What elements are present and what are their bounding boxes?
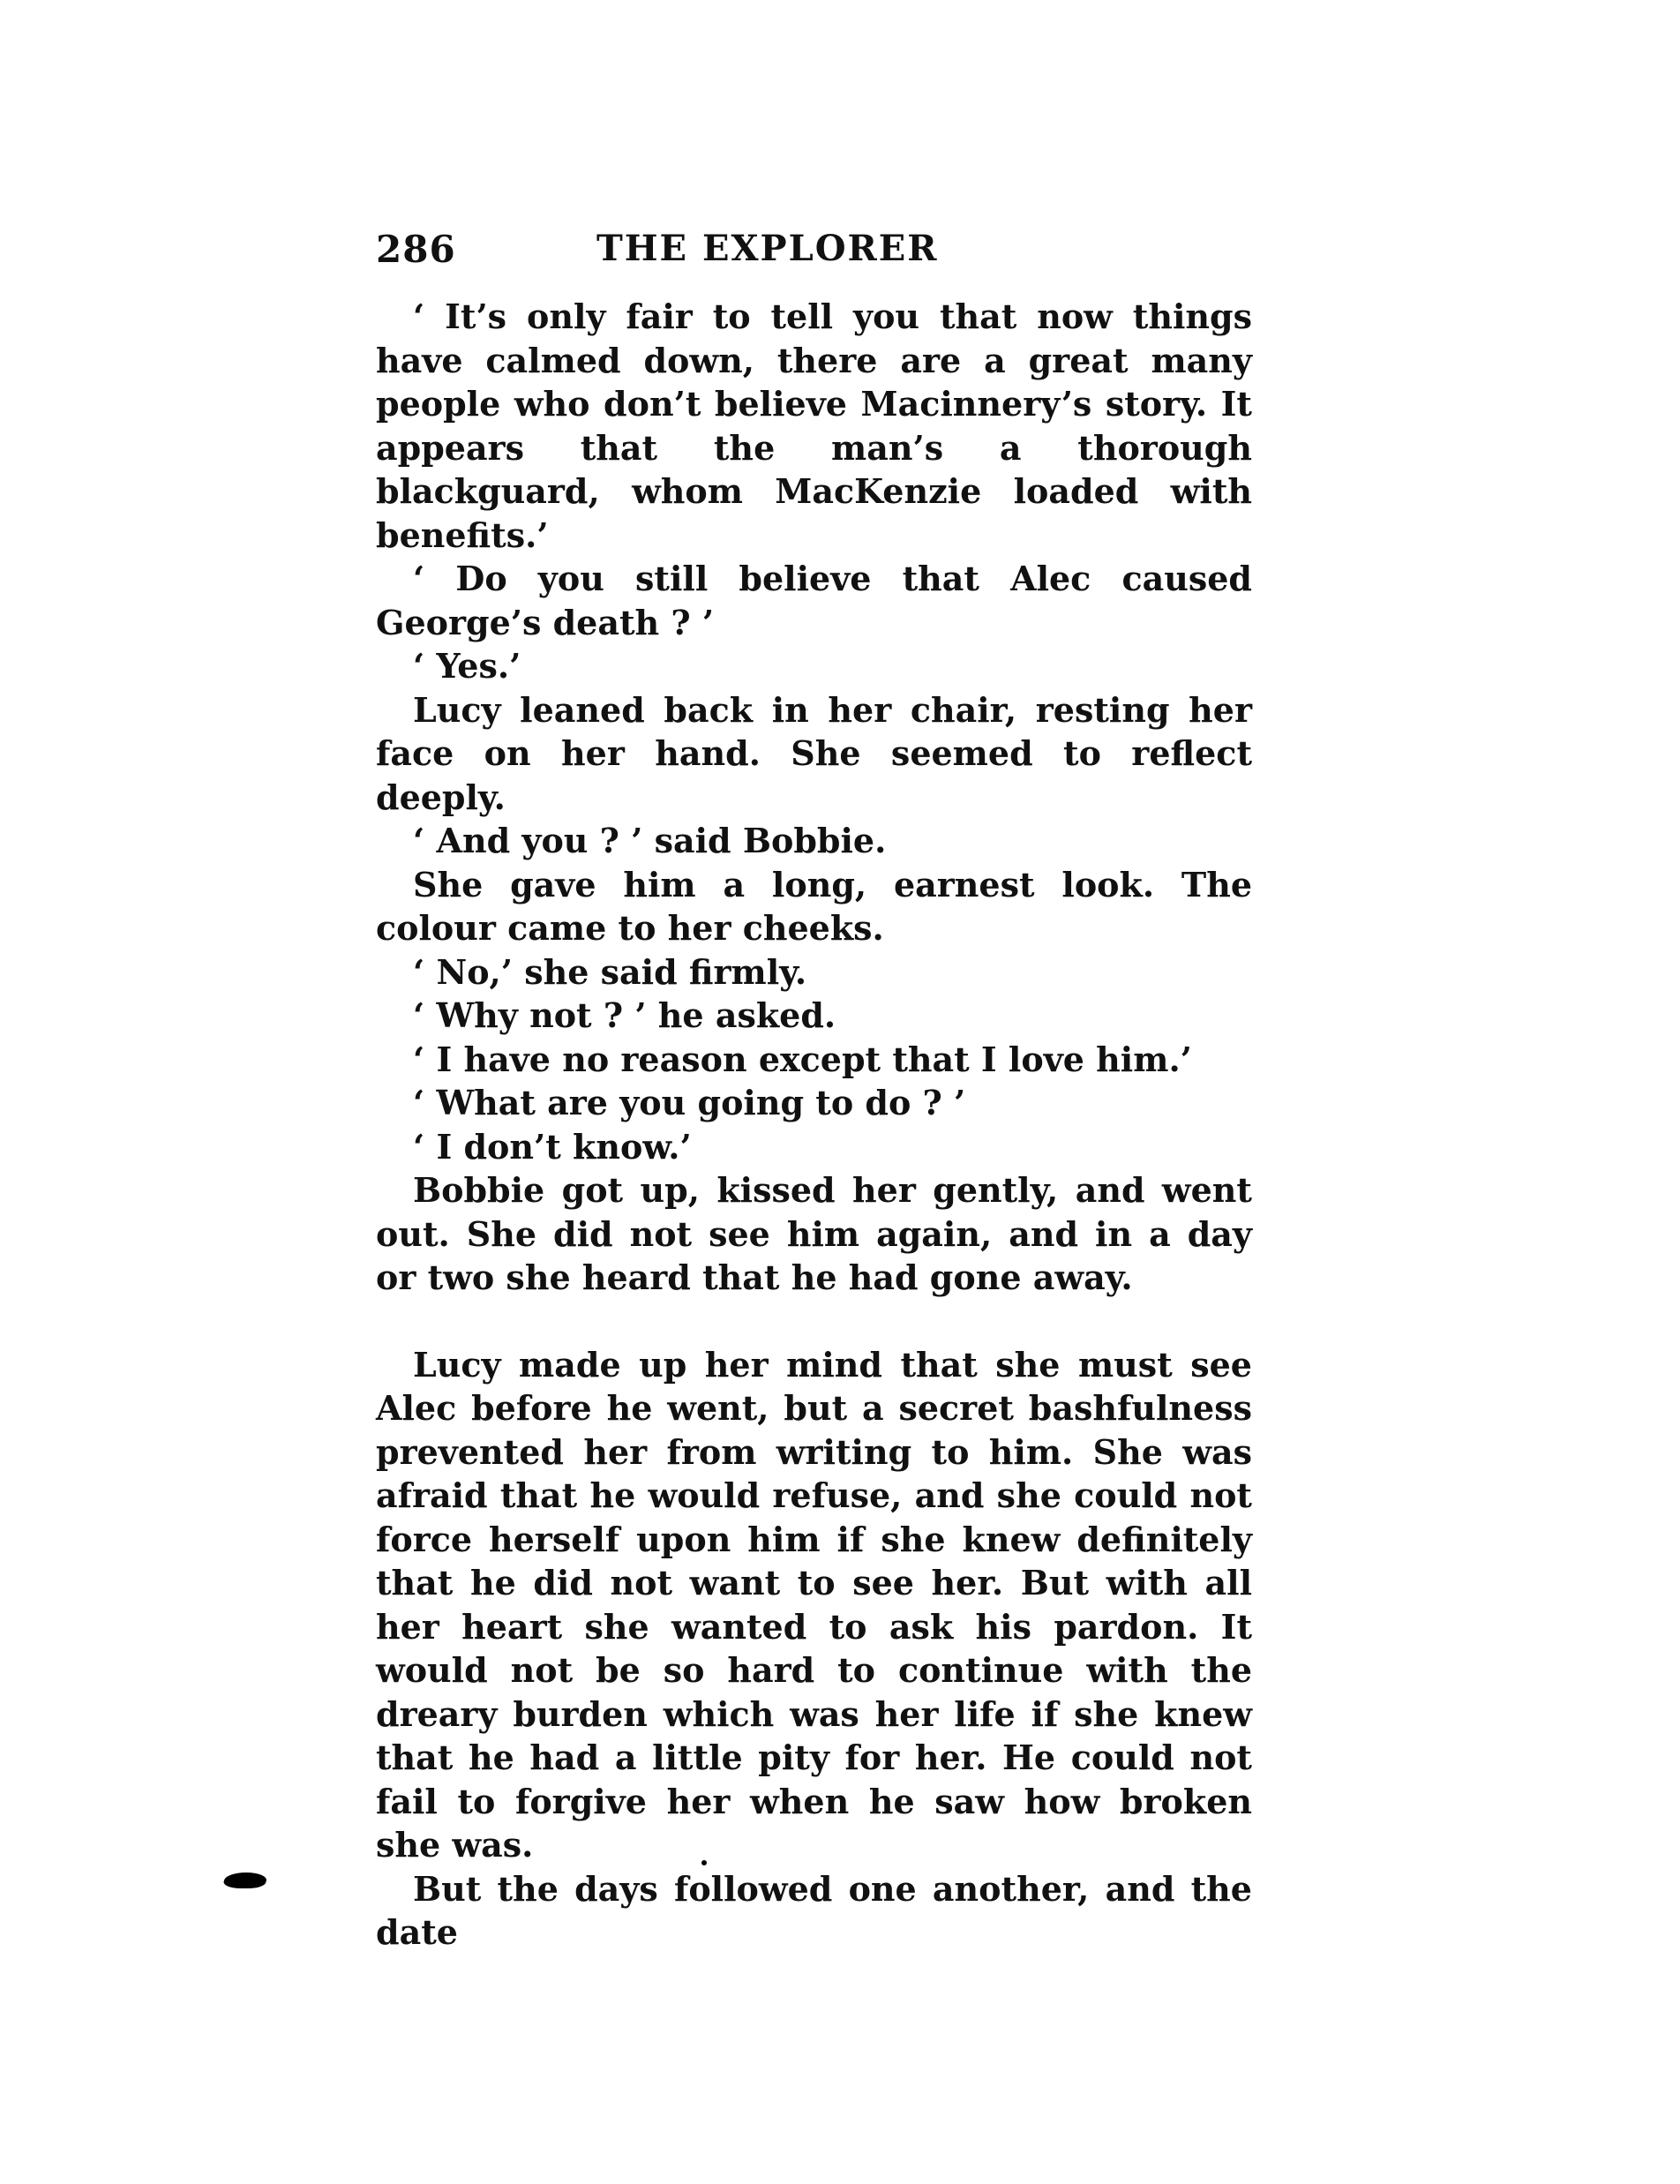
ink-dot-mark [701,1860,707,1865]
paragraph: Lucy leaned back in her chair, resting her face on her hand. She seemed to reflect deeply. [376,689,1252,817]
paragraph: ‘ Why not ? ’ he asked. [413,995,836,1035]
ink-blot-mark [221,1873,269,1888]
running-head: THE EXPLORER [596,228,939,269]
paragraph: Bobbie got up, kissed her gently, and went out. She did not see him again, and in a day or two she heard that he had gone away. [376,1170,1252,1297]
paragraph: She gave him a long, earnest look. The colour came to her cheeks. [376,864,1252,948]
paragraph: But the days followed one another, and the date [376,1868,1252,1952]
paragraph: ‘ It’s only fair to tell you that now things have calmed down, there are a great many people who don’t believe Macinnery’s story. It appears that the man’s a thorough blackguard, whom MacKenzie loaded with benefits.’ [376,296,1252,555]
paragraph: ‘ Yes.’ [413,646,521,686]
paragraph: ‘ What are you going to do ? ’ [413,1083,966,1122]
paragraph: Lucy made up her mind that she must see Alec before he went, but a secret bashfulness prevented her from writing to him. She was afraid that he would refuse, and she could not force herself upon him if she knew definitely that he did not want to see her. But with all her heart she wanted to ask his pardon. It would not be so hard to continue with the dreary burden which was her life if she knew that he had a little pity for her. He could not fail to forgive her when he saw how broken she was. [376,1344,1252,1865]
paragraph: ‘ Do you still believe that Alec caused George’s death ? ’ [376,559,1252,642]
page-header [376,228,1252,281]
page-number: 286 [376,228,456,271]
paragraph: ‘ I have no reason except that I love him.’ [413,1039,1192,1079]
paragraph: ‘ I don’t know.’ [413,1126,692,1167]
body-text [376,295,1252,1955]
paragraph: ‘ No,’ she said firmly. [413,951,807,992]
paragraph: ‘ And you ? ’ said Bobbie. [413,821,887,860]
